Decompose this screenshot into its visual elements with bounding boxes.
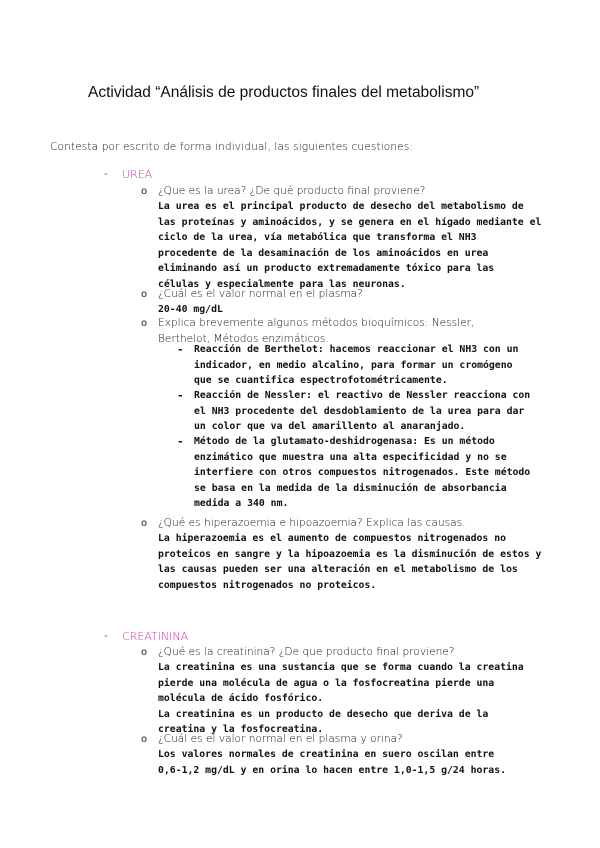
answer-urea-1 (158, 199, 541, 292)
method-line: interfiere con otros compuestos nitrogenados. Este método (194, 467, 531, 478)
question-creatinina-1: ¿Qué es la creatinina? ¿De que producto final proviene? (158, 646, 455, 658)
question-urea-1: ¿Que es la urea? ¿De qué producto final proviene? (158, 185, 426, 197)
method-line: un color que va del amarillento al anaranjado. (194, 421, 466, 432)
answer-line: células y especialmente para las neuronas. (158, 278, 406, 290)
answer-creatinina-1 (158, 660, 524, 738)
bullet-icon: o (141, 289, 148, 300)
bullet-icon: o (141, 186, 148, 197)
method-line: Reacción de Berthelot: hacemos reaccionar el NH3 con un (194, 344, 519, 355)
method-line: enzimático que muestra una alta especificidad y no se (194, 451, 507, 463)
question-urea-4: ¿Qué es hiperazoemia e hipoazoemia? Explica las causas. (158, 517, 466, 529)
bullet-icon: o (141, 518, 148, 529)
section-heading-creatinina: CREATININA (122, 630, 189, 643)
method-line: Método de la glutamato-deshidrogenasa: Es un método (194, 436, 495, 447)
method-line: indicador, en medio alcalino, para formar un cromógeno (194, 359, 513, 371)
answer-line: creatina y la fosfocreatina. (158, 724, 324, 735)
answer-line: ciclo de la urea, vía metabólica que transforma el NH3 (158, 232, 477, 243)
question-line: Explica brevemente algunos métodos bioquímicos: Nessler, (158, 317, 475, 329)
section-dash: - (104, 629, 108, 642)
answer-line: las causas pueden ser una alteración en el metabolismo de los (158, 564, 518, 575)
answer-line: La creatinina es una sustancia que se forma cuando la creatina (158, 662, 524, 673)
bullet-icon: o (141, 734, 148, 745)
answer-line: pierde una molécula de agua o la fosfocreatina pierde una (158, 677, 495, 689)
answer-line: La hiperazoemia es el aumento de compuestos nitrogenados no (158, 533, 506, 544)
answer-line: Los valores normales de creatinina en suero oscilan entre (158, 749, 495, 760)
method-line: el NH3 procedente del desdoblamiento de la urea para dar (194, 405, 525, 417)
section-dash: - (104, 167, 108, 180)
method-dash: - (178, 389, 183, 402)
method-glutamato (194, 434, 530, 512)
intro-text: Contesta por escrito de forma individual, las siguientes cuestiones: (50, 141, 414, 153)
answer-creatinina-2 (158, 747, 506, 778)
bullet-icon: o (141, 318, 148, 329)
question-line: Berthelot, Métodos enzimáticos. (158, 332, 329, 345)
answer-line: compuestos nitrogenados no proteicos. (158, 579, 377, 591)
method-nessler (194, 388, 530, 435)
answer-line: las proteínas y aminoácidos, y se genera en el hígado mediante el (158, 216, 542, 228)
bullet-icon: o (141, 647, 148, 658)
method-line: medida a 340 nm. (194, 498, 289, 509)
answer-line: proteicos en sangre y la hipoazoemia es la disminución de estos y (158, 548, 542, 560)
answer-line: La creatinina es un producto de desecho que deriva de la (158, 708, 489, 720)
answer-line: molécula de ácido fosfórico. (158, 693, 324, 704)
page-title: Actividad “Análisis de productos finales del metabolismo” (88, 84, 480, 101)
answer-line: La urea es el principal producto de desecho del metabolismo de (158, 201, 524, 212)
question-urea-2: ¿Cuál es el valor normal en el plasma? (158, 288, 363, 300)
answer-line: procedente de la desaminación de los aminoácidos en urea (158, 247, 489, 259)
question-creatinina-2: ¿Cuál es el valor normal en el plasma y orina? (158, 733, 403, 745)
section-heading-urea: UREA (122, 168, 153, 181)
method-berthelot (194, 342, 518, 389)
method-line: se basa en la medida de la disminución de absorbancia (194, 482, 507, 494)
method-dash: - (178, 343, 183, 356)
answer-line: 0,6-1,2 mg/dL y en orina lo hacen entre 1,0-1,5 g/24 horas. (158, 764, 506, 776)
answer-line: eliminando así un producto extremadamente tóxico para las (158, 263, 495, 274)
answer-urea-4 (158, 531, 541, 593)
method-line: que se cuantifica espectrofotométricamente. (194, 375, 448, 386)
method-dash: - (178, 435, 183, 448)
answer-urea-2: 20-40 mg/dL (158, 304, 223, 315)
method-line: Reacción de Nessler: el reactivo de Nessler reacciona con (194, 390, 531, 401)
